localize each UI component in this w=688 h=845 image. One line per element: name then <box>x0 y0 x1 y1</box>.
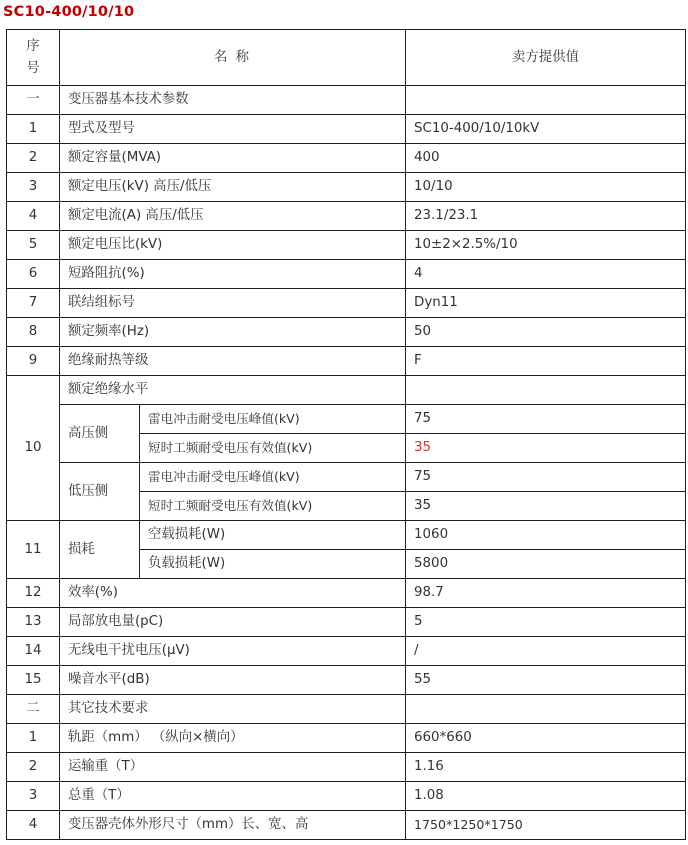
row-name: 无线电干扰电压(μV) <box>60 637 406 666</box>
section-row <box>7 695 686 724</box>
table-row <box>7 144 686 173</box>
section-title: 其它技术要求 <box>60 695 406 724</box>
row-seq: 2 <box>7 144 60 173</box>
section-row <box>7 86 686 115</box>
row-value: 660*660 <box>406 724 686 753</box>
row-value: 50 <box>406 318 686 347</box>
insulation-title-value <box>406 376 686 405</box>
loss-param-value: 1060 <box>406 521 686 550</box>
table-row <box>7 782 686 811</box>
insulation-param-value: 75 <box>406 405 686 434</box>
row-seq: 7 <box>7 289 60 318</box>
table-row <box>7 753 686 782</box>
insulation-param-name: 雷电冲击耐受电压峰值(kV) <box>140 405 406 434</box>
table-row <box>7 347 686 376</box>
row-seq: 15 <box>7 666 60 695</box>
table-row <box>7 405 686 434</box>
spec-table <box>6 29 686 840</box>
loss-param-value: 5800 <box>406 550 686 579</box>
row-seq: 14 <box>7 637 60 666</box>
header-seq <box>7 30 60 86</box>
row-seq: 13 <box>7 608 60 637</box>
row-seq: 1 <box>7 724 60 753</box>
row-seq: 3 <box>7 782 60 811</box>
insulation-param-value: 35 <box>406 492 686 521</box>
row-name: 额定电流(A) 高压/低压 <box>60 202 406 231</box>
table-header-row <box>7 30 686 86</box>
header-seq-line1: 序 <box>26 38 40 54</box>
row-name: 联结组标号 <box>60 289 406 318</box>
table-row <box>7 289 686 318</box>
section-title: 变压器基本技术参数 <box>60 86 406 115</box>
row-name: 绝缘耐热等级 <box>60 347 406 376</box>
row-value: SC10-400/10/10kV <box>406 115 686 144</box>
loss-label: 损耗 <box>60 521 140 579</box>
header-name: 名 称 <box>60 30 406 86</box>
insulation-param-value: 75 <box>406 463 686 492</box>
section-seq: 二 <box>7 695 60 724</box>
document-title: SC10-400/10/10 <box>3 4 135 20</box>
row-seq: 4 <box>7 811 60 840</box>
row-value: 1.16 <box>406 753 686 782</box>
section-value <box>406 695 686 724</box>
row-value: Dyn11 <box>406 289 686 318</box>
row-value: 98.7 <box>406 579 686 608</box>
row-name: 额定频率(Hz) <box>60 318 406 347</box>
table-row <box>7 637 686 666</box>
table-row <box>7 608 686 637</box>
row-value: F <box>406 347 686 376</box>
high-voltage-side-label: 高压侧 <box>60 405 140 463</box>
table-row <box>7 115 686 144</box>
table-row <box>7 231 686 260</box>
insulation-param-value: 35 <box>406 434 686 463</box>
row-name: 额定电压比(kV) <box>60 231 406 260</box>
insulation-param-name: 雷电冲击耐受电压峰值(kV) <box>140 463 406 492</box>
row-name: 局部放电量(pC) <box>60 608 406 637</box>
row-name: 型式及型号 <box>60 115 406 144</box>
row-value: 400 <box>406 144 686 173</box>
row-seq: 5 <box>7 231 60 260</box>
row-seq: 3 <box>7 173 60 202</box>
header-seq-line2: 号 <box>26 60 40 76</box>
row-name: 噪音水平(dB) <box>60 666 406 695</box>
table-row <box>7 376 686 405</box>
row-value: / <box>406 637 686 666</box>
insulation-param-name: 短时工频耐受电压有效值(kV) <box>140 434 406 463</box>
table-row <box>7 724 686 753</box>
row-name: 短路阻抗(%) <box>60 260 406 289</box>
row-seq: 11 <box>7 521 60 579</box>
table-row <box>7 318 686 347</box>
table-row <box>7 811 686 840</box>
row-seq: 6 <box>7 260 60 289</box>
row-seq: 8 <box>7 318 60 347</box>
row-seq: 12 <box>7 579 60 608</box>
insulation-param-name: 短时工频耐受电压有效值(kV) <box>140 492 406 521</box>
row-seq: 1 <box>7 115 60 144</box>
section-value <box>406 86 686 115</box>
row-value: 10/10 <box>406 173 686 202</box>
row-value: 5 <box>406 608 686 637</box>
row-seq: 4 <box>7 202 60 231</box>
insulation-title: 额定绝缘水平 <box>60 376 406 405</box>
row-name: 效率(%) <box>60 579 406 608</box>
row-seq: 9 <box>7 347 60 376</box>
table-row <box>7 463 686 492</box>
row-name: 额定容量(MVA) <box>60 144 406 173</box>
loss-param-name: 负载损耗(W) <box>140 550 406 579</box>
row-value: 23.1/23.1 <box>406 202 686 231</box>
row-name: 额定电压(kV) 高压/低压 <box>60 173 406 202</box>
row-value: 10±2×2.5%/10 <box>406 231 686 260</box>
loss-param-name: 空载损耗(W) <box>140 521 406 550</box>
row-value: 55 <box>406 666 686 695</box>
table-row <box>7 579 686 608</box>
row-name: 轨距（mm） （纵向×横向） <box>60 724 406 753</box>
table-row <box>7 173 686 202</box>
row-name: 运输重（T） <box>60 753 406 782</box>
table-row <box>7 260 686 289</box>
row-name: 总重（T） <box>60 782 406 811</box>
header-value: 卖方提供值 <box>406 30 686 86</box>
table-row <box>7 521 686 550</box>
row-value: 4 <box>406 260 686 289</box>
section-seq: 一 <box>7 86 60 115</box>
table-row <box>7 202 686 231</box>
row-value: 1750*1250*1750 <box>406 811 686 840</box>
table-row <box>7 666 686 695</box>
row-seq: 10 <box>7 376 60 521</box>
row-name: 变压器壳体外形尺寸（mm）长、宽、高 <box>60 811 406 840</box>
row-value: 1.08 <box>406 782 686 811</box>
row-seq: 2 <box>7 753 60 782</box>
low-voltage-side-label: 低压侧 <box>60 463 140 521</box>
